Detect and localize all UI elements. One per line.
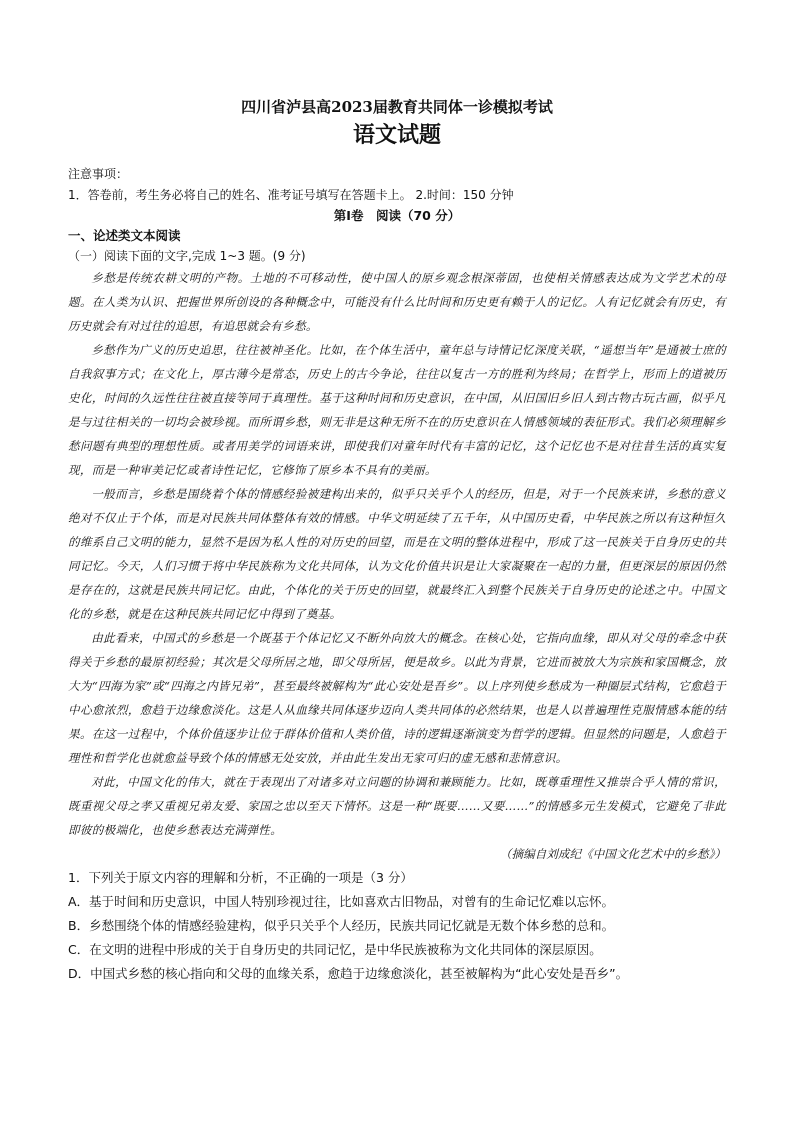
option-a: A．基于时间和历史意识，中国人特别珍视过往，比如喜欢古旧物品，对曾有的生命记忆难以忘怀。	[68, 894, 615, 909]
part-heading: 一、论述类文本阅读	[68, 228, 181, 243]
exam-title: 四川省泸县高2023届教育共同体一诊模拟考试	[241, 98, 553, 116]
passage-paragraph: 一般而言，乡愁是围绕着个体的情感经验被建构出来的，似乎只关乎个人的经历，但是，对于一个民族来讲，乡愁的意义绝对不仅止于个体，而是对民族共同体整体有效的情感。中华文明延续了五千年，从中国历史看，中华民族之所以有这种恒久的维系自己文明的能力，显然不是因为私人性的对历史的回望，而是在文明的整体进程中，形成了这一民族关于自身历史的共同记忆。今天，人们习惯于将中华民族称为文化共同体，认为文化价值共识是让大家凝聚在一起的力量，但更深层的原因仍然是存在的，这就是民族共同记忆。由此，个体化的关于历史的回望，就最终汇入到整个民族关于自身历史的论述之中。中国文化的乡愁，就是在这种民族共同记忆中得到了奠基。	[68, 487, 726, 621]
passage-paragraph: 乡愁作为广义的历史追思，往往被神圣化。比如，在个体生活中，童年总与诗情记忆深度关联，“遥想当年”是通被士庶的自我叙事方式；在文化上，厚古薄今是常态，历史上的古今争论，往往以复古一方的胜利为终局；在哲学上，形而上的道被历史化，时间的久远性往往被直接等同于真理性。基于这种时间和历史意识，在中国，从旧国旧乡旧人到古物古玩古画，似乎凡是与过往相关的一切均会被珍视。而所谓乡愁，则无非是这种无所不在的历史意识在人情感领域的表征形式。我们必须理解乡愁问题有典型的理想性质。或者用美学的词语来讲，即使我们对童年时代有丰富的记忆，这个记忆也不是对往昔生活的真实复现，而是一种审美记忆或者诗性记忆，它修饰了原乡本不具有的美丽。	[68, 343, 726, 477]
passage-source: （摘编自刘成纪《中国文化艺术中的乡愁》）	[499, 847, 726, 861]
section-title: 第Ⅰ卷 阅读（70 分）	[333, 208, 461, 223]
question-stem: 1．下列关于原文内容的理解和分析，不正确的一项是（3 分）	[68, 870, 413, 885]
passage-paragraph: 对此，中国文化的伟大，就在于表现出了对诸多对立问题的协调和兼顾能力。比如，既尊重理性又推崇合乎人情的常识，既重视父母之孝又重视兄弟友爱、家国之忠以至天下情怀。这是一种“既要……又要……”的情感多元生发模式，它避免了非此即彼的极端化，也使乡愁表达充满弹性。	[68, 775, 726, 837]
notes-line-1: 1．答卷前，考生务必将自己的姓名、准考证号填写在答题卡上。 2.时间：150 分钟	[68, 188, 514, 202]
reading-passage	[68, 266, 726, 866]
option-c: C．在文明的进程中形成的关于自身历史的共同记忆，是中华民族被称为文化共同体的深层原因。	[68, 942, 602, 957]
passage-paragraph: 由此看来，中国式的乡愁是一个既基于个体记忆又不断外向放大的概念。在核心处，它指向血缘，即从对父母的牵念中获得关于乡愁的最原初经验；其次是父母所居之地，即父母所居，便是故乡。以此为背景，它进而被放大为宗族和家国概念，放大为“四海为家”或“四海之内皆兄弟”，甚至最终被解构为“此心安处是吾乡”。以上序列使乡愁成为一种圈层式结构，它愈趋于中心愈浓烈，愈趋于边缘愈淡化。这是人从血缘共同体逐步迈向人类共同体的必然结果，也是人以普遍理性克服情感本能的结果。在这一过程中，个体价值逐步让位于群体价值和人类价值，诗的逻辑逐渐演变为哲学的逻辑。但显然的问题是，人愈趋于理性和哲学化也就愈益导致个体的情感无处安放，并由此生发出无家可归的虚无感和悲情意识。	[68, 631, 726, 765]
notes-block	[68, 164, 726, 206]
passage-paragraph: 乡愁是传统农耕文明的产物。土地的不可移动性，使中国人的原乡观念根深蒂固，也使相关情感表达成为文学艺术的母题。在人类为认识、把握世界所创设的各种概念中，可能没有什么比时间和历史更有赖于人的记忆。人有记忆就会有历史，有历史就会有对过往的追思，有追思就会有乡愁。	[68, 271, 726, 333]
sub-heading: （一）阅读下面的文字,完成 1~3 题。(9 分)	[68, 249, 306, 263]
subject-title: 语文试题	[352, 122, 441, 148]
option-b: B．乡愁围绕个体的情感经验建构，似乎只关乎个人经历，民族共同记忆就是无数个体乡愁的总和。	[68, 918, 615, 933]
option-d: D．中国式乡愁的核心指向和父母的血缘关系，愈趋于边缘愈淡化，甚至被解构为“此心安处是吾乡”。	[68, 966, 629, 981]
notes-label: 注意事项：	[68, 167, 129, 181]
